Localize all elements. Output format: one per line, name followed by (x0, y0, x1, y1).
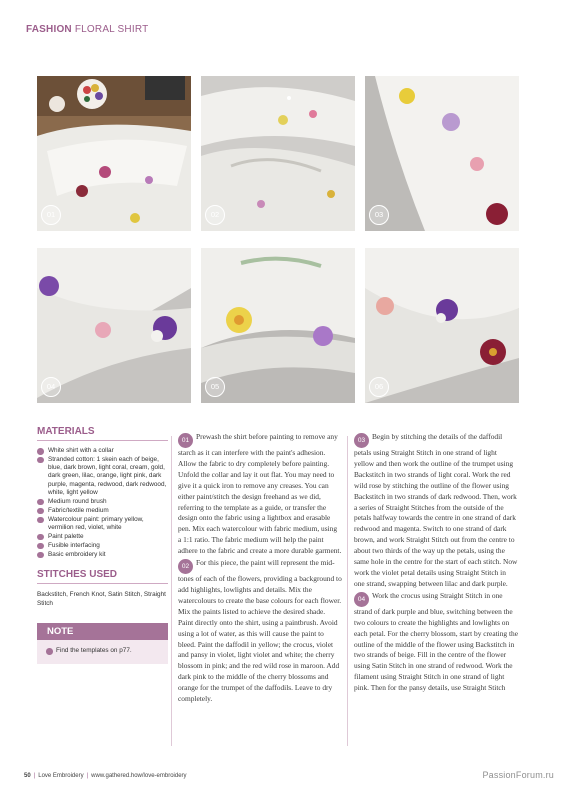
step-03 (354, 432, 518, 590)
materials-item: Medium round brush (37, 498, 168, 506)
materials-heading: MATERIALS (37, 426, 168, 441)
materials-item: Watercolour paint: primary yellow, vermilion red, violet, white (37, 516, 168, 533)
step-01 (178, 432, 342, 557)
photo-step-04 (37, 248, 191, 403)
magazine-url: www.gathered.how/love-embroidery (91, 773, 187, 779)
page-number: 50 (24, 773, 31, 779)
photo-01-image (37, 76, 191, 231)
materials-item: Fabric/textile medium (37, 507, 168, 515)
photo-number-badge: 06 (369, 377, 389, 397)
photo-06-image (365, 248, 519, 403)
footer-separator: | (33, 773, 36, 779)
sidebar (37, 426, 168, 664)
magazine-name: Love Embroidery (38, 773, 84, 779)
step-text: Prewash the shirt before painting to remove any starch as it can interfere with the paint's adhesion. Allow the fabric to dry completely before painting. Unfold the collar and lay it out flat. You may need to give it a quick iron to remove any creases. You can either paint/stitch the design freehand as we did, referring to the template as a guide, or transfer the design onto the fabric using a lightbox and erasable pen. Mix each watercolour with fabric medium, using a 1:1 ratio. The fabric medium will help the paint adhere to the fabric and create a more durable garment. (178, 432, 342, 556)
page-title: FLORAL SHIRT (74, 24, 149, 35)
stitches-text: Backstitch, French Knot, Satin Stitch, Straight Stitch (37, 591, 166, 608)
materials-item: Stranded cotton: 1 skein each of beige, blue, dark brown, light coral, cream, gold, dark green, lilac, orange, light pink, dark purple, magenta, redwood, dark redwood, white, light yellow (37, 456, 168, 497)
page-footer (24, 773, 187, 779)
photo-number-badge: 04 (41, 377, 61, 397)
materials-item: White shirt with a collar (37, 447, 168, 455)
photo-05-image (201, 248, 355, 403)
step-number-badge: 04 (354, 592, 369, 607)
photo-step-03 (365, 76, 519, 231)
section-label: FASHION (26, 24, 72, 35)
materials-list (37, 447, 168, 559)
photo-02-image (201, 76, 355, 231)
step-text: For this piece, the paint will represent the mid-tones of each of the flowers, providing a background to add highlights, lowlights and details. Mix the watercolours to create the base colours for each flower. Mix the paints listed to achieve the desired shade. Paint directly onto the shirt, using a paintbrush. Avoid using a lot of water, as this will cause the paint to bleed. Paint the daffodil in yellow; the crocus, violet and pansy in violet, light violet and white; the cherry blossom in pink; and the red wild rose in maroon. Add dark pink to the middle of the cherry blossoms and orange for the trumpet of the daffodils. Leave to dry completely. (178, 558, 342, 704)
photo-number-badge: 02 (205, 205, 225, 225)
step-text: Work the crocus using Straight Stitch in one strand of dark purple and blue, switching between the two colours to create the highlights and lowlights on each petal. For the cherry blossom, start by creating the outline of the middle of the flower using Backstitch in two strands of beige. Fill in the centre of the flower using Satin Stitch in one strand of redwood. Work the filament using Straight Stitch in one strand of light pink. Then for the pansy details, use Straight Stitch (354, 590, 518, 693)
photo-step-02 (201, 76, 355, 231)
step-02 (178, 558, 342, 705)
instructions-column-1 (178, 432, 342, 705)
step-number-badge: 03 (354, 433, 369, 448)
photo-step-05 (201, 248, 355, 403)
step-number-badge: 02 (178, 559, 193, 574)
stitches-heading: STITCHES USED (37, 569, 168, 584)
photo-number-badge: 03 (369, 205, 389, 225)
photo-step-01 (37, 76, 191, 231)
step-text: Begin by stitching the details of the daffodil petals using Straight Stitch in one strand of light yellow and then work the outline of the trumpet using Backstitch in two strands of light coral. Work the red wild rose by stitching the outline of the flower using Backstitch in two strands of dark redwood. Then, work a series of Straight Stitches from the outside of the petals halfway towards the centre in one strand of dark redwood and magenta. Switch to one strand of dark brown, and work Straight Stitch out from the centre to about two thirds of the way up the petals, using the same hole in the centre for the start of each stitch. Now work the violet petal details using Straight Stitch in one strand, swapping between lilac and dark purple. (354, 432, 518, 588)
instructions-column-2 (354, 432, 518, 694)
watermark: PassionForum.ru (482, 770, 554, 780)
note-box (37, 623, 168, 664)
photo-number-badge: 05 (205, 377, 225, 397)
column-divider (171, 436, 172, 746)
photo-04-image (37, 248, 191, 403)
photo-03-image (365, 76, 519, 231)
note-text: Find the templates on p77. (37, 640, 168, 664)
column-divider (347, 436, 348, 746)
materials-item: Paint palette (37, 533, 168, 541)
page-header (26, 24, 148, 35)
materials-item: Basic embroidery kit (37, 551, 168, 559)
materials-item: Fusible interfacing (37, 542, 168, 550)
photo-number-badge: 01 (41, 205, 61, 225)
footer-separator: | (86, 773, 89, 779)
photo-step-06 (365, 248, 519, 403)
step-04 (354, 591, 518, 694)
step-number-badge: 01 (178, 433, 193, 448)
note-heading: NOTE (37, 623, 168, 640)
